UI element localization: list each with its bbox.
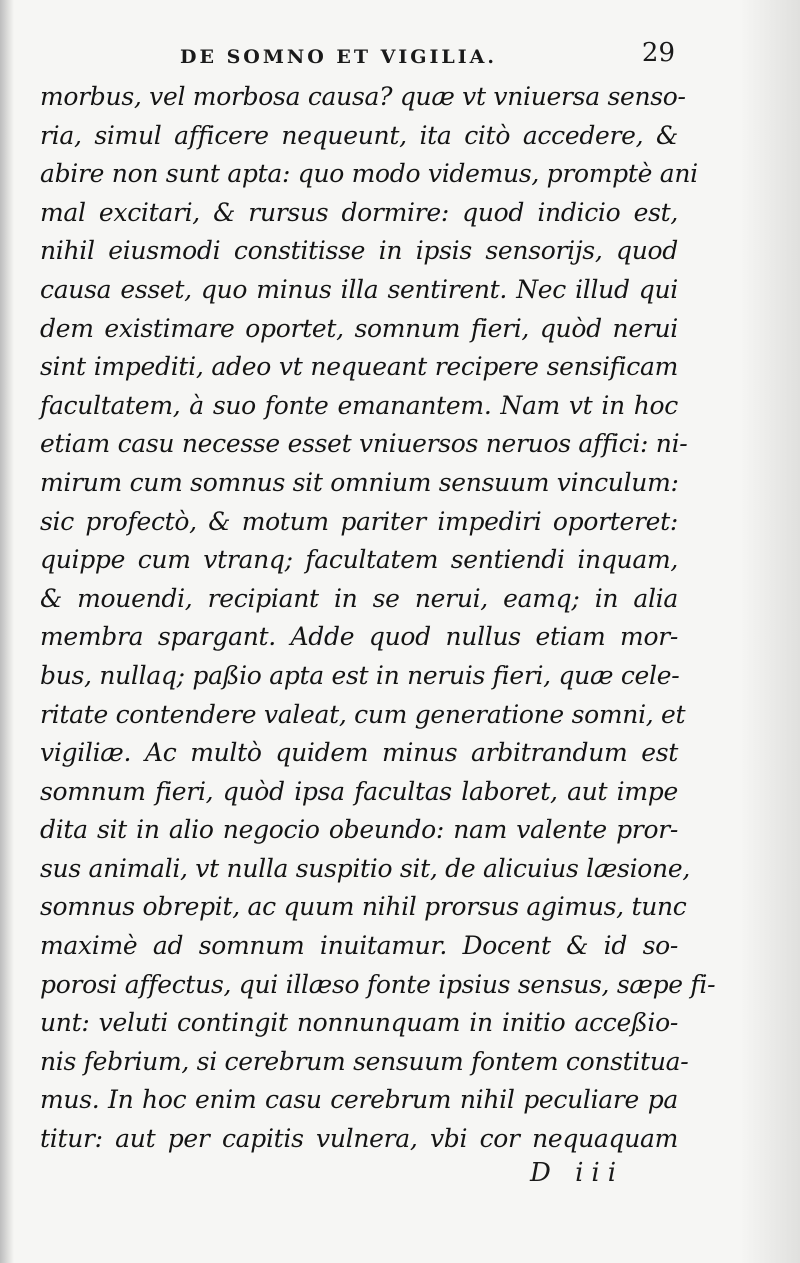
text-line: nihil eiusmodi constitisse in ipsis sensorijs, quod xyxy=(40,236,678,266)
text-line: & mouendi, recipiant in se nerui, eamq; in alia xyxy=(40,583,678,613)
text-line: dita sit in alio negocio obeundo: nam valente pror- xyxy=(40,815,678,845)
page-number: 29 xyxy=(641,38,675,68)
text-line: ria, simul afficere nequeunt, ita citò accedere, & xyxy=(40,120,678,150)
text-line: vigiliæ. Ac multò quidem minus arbitrandum est xyxy=(40,738,678,768)
text-line: etiam casu necesse esset vniuersos neruos affici: ni- xyxy=(40,429,688,459)
text-line: causa esset, quo minus illa sentirent. Nec illud qui xyxy=(40,274,678,304)
text-line: somnum fieri, quòd ipsa facultas laboret, aut impe xyxy=(40,776,678,806)
text-line: membra spargant. Adde quod nullus etiam mor- xyxy=(40,622,678,652)
text-line: mus. In hoc enim casu cerebrum nihil peculiare pa xyxy=(40,1085,678,1115)
page-edge xyxy=(740,0,800,1263)
text-line: sint impediti, adeo vt nequeant recipere sensificam xyxy=(40,352,678,382)
text-line: nis febrium, si cerebrum sensuum fontem constitua- xyxy=(40,1046,689,1076)
page-gutter-shadow xyxy=(0,0,14,1263)
running-head: DE SOMNO ET VIGILIA. xyxy=(180,46,497,68)
text-line: dem existimare oportet, somnum fieri, quòd nerui xyxy=(40,313,678,343)
text-line: somnus obrepit, ac quum nihil prorsus agimus, tunc xyxy=(40,892,687,922)
text-line: ritate contendere valeat, cum generatione somni, et xyxy=(40,699,686,729)
text-line: titur: aut per capitis vulnera, vbi cor nequaquam xyxy=(40,1124,678,1154)
text-line: sus animali, vt nulla suspitio sit, de alicuius læsione, xyxy=(40,853,690,883)
page-header xyxy=(110,38,675,78)
text-line: porosi affectus, qui illæso fonte ipsius sensus, sæpe fi- xyxy=(40,969,716,999)
text-line: facultatem, à suo fonte emanantem. Nam vt in hoc xyxy=(40,390,678,420)
text-line: bus, nullaq; paßio apta est in neruis fieri, quæ cele- xyxy=(40,660,680,690)
text-line: abire non sunt apta: quo modo videmus, promptè ani xyxy=(40,159,698,189)
text-line: quippe cum vtranq; facultatem sentiendi inquam, xyxy=(40,545,678,575)
text-line: mal excitari, & rursus dormire: quod indicio est, xyxy=(40,197,678,227)
text-line: unt: veluti contingit nonnunquam in initio acceßio- xyxy=(40,1008,678,1038)
text-line: maximè ad somnum inuitamur. Docent & id so- xyxy=(40,931,678,961)
text-line: morbus, vel morbosa causa? quæ vt vniuersa senso- xyxy=(40,82,686,111)
text-line: mirum cum somnus sit omnium sensuum vinculum: xyxy=(40,467,679,497)
signature-mark: D iii xyxy=(530,1158,625,1188)
text-line: sic profectò, & motum pariter impediri oporteret: xyxy=(40,506,678,536)
body-text xyxy=(40,78,716,1159)
